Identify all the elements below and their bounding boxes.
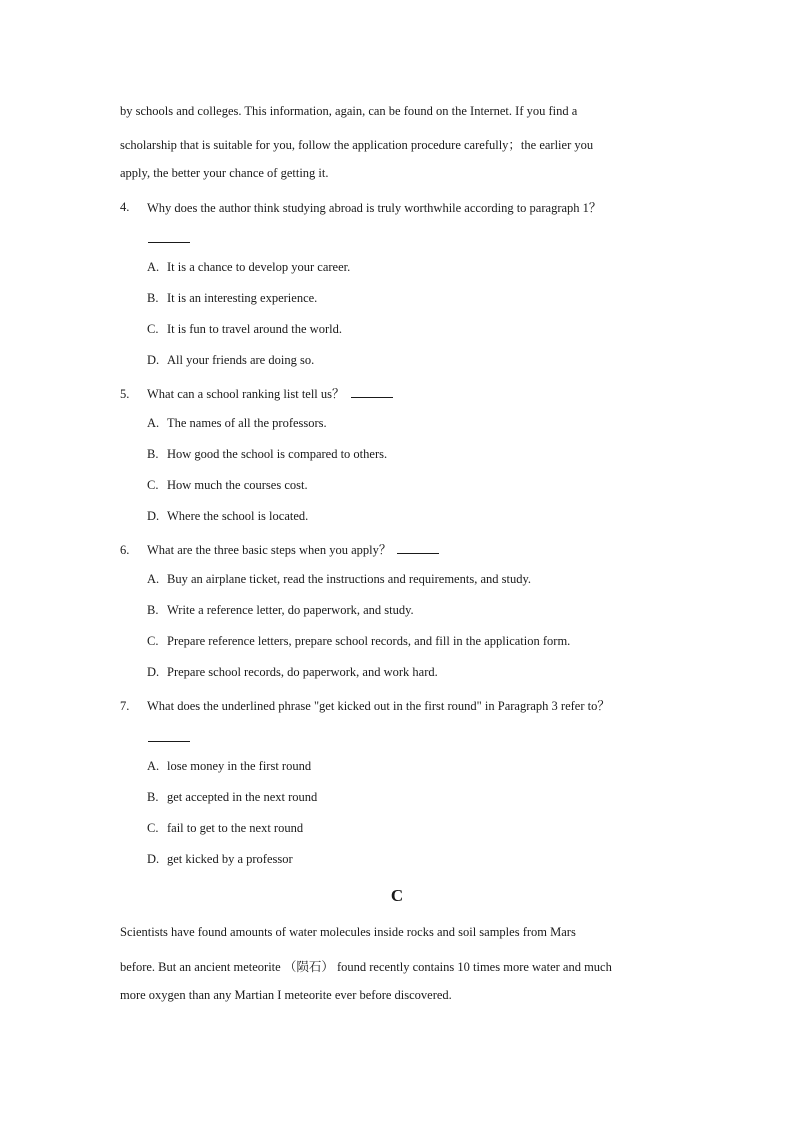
option-letter: D.	[147, 353, 160, 367]
question-number: 4.	[120, 200, 130, 214]
answer-blank[interactable]	[148, 741, 190, 742]
option-text: Where the school is located.	[167, 509, 309, 523]
option-letter: C.	[147, 821, 159, 835]
option-letter: A.	[147, 572, 160, 586]
option-letter: D.	[147, 852, 160, 866]
option-c[interactable]	[147, 478, 308, 493]
intro-line-3: apply, the better your chance of getting it.	[120, 166, 329, 180]
option-letter: B.	[147, 603, 159, 617]
question-number: 6.	[120, 543, 130, 557]
option-d[interactable]	[147, 665, 438, 680]
section-heading: C	[390, 886, 404, 905]
question-number: 5.	[120, 387, 130, 401]
option-b[interactable]	[147, 603, 414, 618]
passage-line-3: more oxygen than any Martian I meteorite ever before discovered.	[120, 988, 452, 1002]
option-text: How much the courses cost.	[167, 478, 308, 492]
option-letter: B.	[147, 447, 159, 461]
answer-blank[interactable]	[351, 387, 393, 398]
option-letter: D.	[147, 665, 160, 679]
passage-line-1: Scientists have found amounts of water molecules inside rocks and soil samples from Mars	[120, 925, 576, 939]
option-a[interactable]	[147, 416, 327, 431]
answer-blank[interactable]	[148, 242, 190, 243]
option-text: How good the school is compared to others.	[167, 447, 388, 461]
option-text: Write a reference letter, do paperwork, and study.	[167, 603, 414, 617]
question-text: Why does the author think studying abroad is truly worthwhile according to paragraph 1？	[147, 201, 602, 215]
option-letter: B.	[147, 790, 159, 804]
option-letter: C.	[147, 322, 159, 336]
question-number: 7.	[120, 699, 130, 713]
option-text: Prepare reference letters, prepare school records, and fill in the application form.	[167, 634, 571, 648]
option-text: Buy an airplane ticket, read the instructions and requirements, and study.	[167, 572, 532, 586]
intro-line-2: scholarship that is suitable for you, follow the application procedure carefully；the earlier you	[120, 138, 594, 152]
passage-line-2: before. But an ancient meteorite （陨石） found recently contains 10 times more water and much	[120, 960, 612, 974]
option-text: lose money in the first round	[167, 759, 312, 773]
option-letter: A.	[147, 759, 160, 773]
option-a[interactable]	[147, 759, 311, 774]
question-text: What are the three basic steps when you apply？	[147, 543, 392, 557]
option-c[interactable]	[147, 821, 303, 836]
option-text: fail to get to the next round	[167, 821, 304, 835]
option-d[interactable]	[147, 852, 293, 867]
option-letter: C.	[147, 478, 159, 492]
option-letter: D.	[147, 509, 160, 523]
option-text: All your friends are doing so.	[167, 353, 315, 367]
option-c[interactable]	[147, 634, 570, 649]
option-letter: C.	[147, 634, 159, 648]
option-text: It is a chance to develop your career.	[167, 260, 351, 274]
option-text: It is an interesting experience.	[167, 291, 318, 305]
option-letter: A.	[147, 416, 160, 430]
option-letter: A.	[147, 260, 160, 274]
option-text: The names of all the professors.	[167, 416, 327, 430]
question-text: What can a school ranking list tell us？	[147, 387, 345, 401]
option-text: Prepare school records, do paperwork, and work hard.	[167, 665, 438, 679]
option-text: get kicked by a professor	[167, 852, 293, 866]
option-text: It is fun to travel around the world.	[167, 322, 342, 336]
option-text: get accepted in the next round	[167, 790, 318, 804]
question-line	[147, 384, 393, 402]
answer-blank[interactable]	[397, 543, 439, 554]
option-d[interactable]	[147, 509, 308, 524]
option-b[interactable]	[147, 790, 317, 805]
option-b[interactable]	[147, 291, 317, 306]
option-letter: B.	[147, 291, 159, 305]
question-line	[147, 540, 439, 558]
option-d[interactable]	[147, 353, 314, 368]
intro-line-1: by schools and colleges. This information, again, can be found on the Internet. If you find a	[120, 104, 578, 118]
question-text: What does the underlined phrase "get kicked out in the first round" in Paragraph 3 refer to？	[147, 699, 610, 713]
option-b[interactable]	[147, 447, 387, 462]
option-a[interactable]	[147, 260, 350, 275]
option-c[interactable]	[147, 322, 342, 337]
option-a[interactable]	[147, 572, 531, 587]
